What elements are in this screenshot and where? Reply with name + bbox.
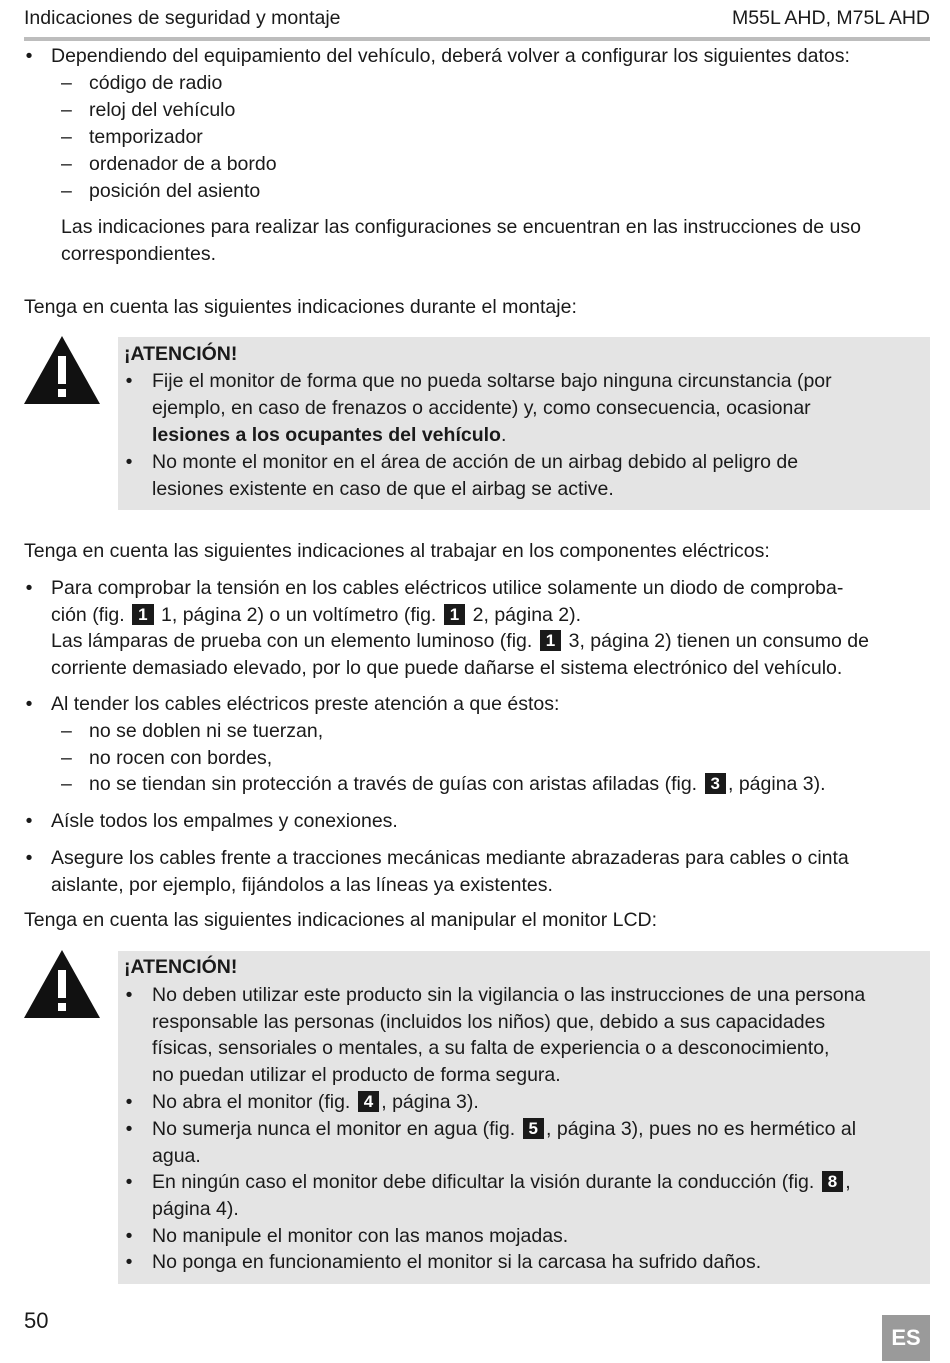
bullet-icon: • xyxy=(25,847,33,869)
bullet-icon: • xyxy=(25,693,33,715)
section-title: Indicaciones de seguridad y montaje xyxy=(24,7,341,29)
figure-ref-badge: 1 xyxy=(540,630,561,651)
dash-icon: – xyxy=(61,72,72,94)
warning-title: ¡ATENCIÓN! xyxy=(124,343,238,365)
config-note: Las indicaciones para realizar las configuraciones se encuentran en las instrucciones de uso xyxy=(61,216,861,238)
mounting-heading: Tenga en cuenta las siguientes indicaciones durante el montaje: xyxy=(24,296,577,318)
bullet-icon: • xyxy=(125,451,133,473)
model-names: M55L AHD, M75L AHD xyxy=(732,7,930,29)
figure-ref-badge: 8 xyxy=(822,1171,843,1192)
bullet-icon: • xyxy=(25,45,33,67)
header-divider xyxy=(24,37,930,41)
dash-icon: – xyxy=(61,180,72,202)
electrical-heading: Tenga en cuenta las siguientes indicaciones al trabajar en los componentes eléctricos: xyxy=(24,540,770,562)
figure-ref-badge: 3 xyxy=(705,773,726,794)
figure-ref-badge: 5 xyxy=(523,1118,544,1139)
bullet-icon: • xyxy=(25,810,33,832)
warning-triangle-icon xyxy=(24,336,100,404)
bullet-icon: • xyxy=(125,984,133,1006)
emphasis-text: lesiones a los ocupantes del vehículo xyxy=(152,424,501,446)
bullet-icon: • xyxy=(125,1118,133,1140)
figure-ref-badge: 1 xyxy=(444,604,465,625)
warning-box-lcd: ¡ATENCIÓN! • No deben utilizar este producto sin la vigilancia o las instrucciones de una persona responsable las personas (incluidos los niños) que, debido a sus capacidades físicas, sensoriales o mentales, a su falta de experiencia o a desconocimiento, no puedan utilizar el producto de forma segura. • No abra el monitor (fig. 4 , página 3). • No sumerja nunca el monitor en agua (fig. 5 , página 3), pues no es hermético al agua. • En ningún caso el monitor debe dificultar la visión durante la conducción (fig. 8 , página 4). • No manipule el monitor con las manos mojadas. • No ponga en funcionamiento el monitor si la carcasa ha sufrido daños. xyxy=(118,951,930,1284)
figure-ref-badge: 4 xyxy=(358,1091,379,1112)
dash-icon: – xyxy=(61,126,72,148)
page-header xyxy=(24,7,930,35)
warning-triangle-icon xyxy=(24,950,100,1018)
language-badge: ES xyxy=(882,1315,930,1361)
figure-ref-badge: 1 xyxy=(132,604,153,625)
bullet-icon: • xyxy=(125,370,133,392)
warning-title: ¡ATENCIÓN! xyxy=(124,956,238,978)
dash-icon: – xyxy=(61,153,72,175)
bullet-icon: • xyxy=(125,1171,133,1193)
lcd-heading: Tenga en cuenta las siguientes indicaciones al manipular el monitor LCD: xyxy=(24,909,658,931)
bullet-icon: • xyxy=(125,1091,133,1113)
bullet-icon: • xyxy=(125,1225,133,1247)
dash-icon: – xyxy=(61,773,72,795)
bullet-icon: • xyxy=(125,1251,133,1273)
dash-icon: – xyxy=(61,747,72,769)
dash-icon: – xyxy=(61,720,72,742)
warning-box-mounting: ¡ATENCIÓN! • Fije el monitor de forma que no pueda soltarse bajo ninguna circunstancia (por ejemplo, en caso de frenazos o accidente) y, como consecuencia, ocasionar lesiones a los ocupantes del vehículo. • No monte el monitor en el área de acción de un airbag debido al peligro de lesiones existente en caso de que el airbag se active. xyxy=(118,337,930,510)
dash-icon: – xyxy=(61,99,72,121)
config-note-cont: correspondientes. xyxy=(61,243,217,265)
bullet-icon: • xyxy=(25,577,33,599)
page-number: 50 xyxy=(24,1308,49,1333)
